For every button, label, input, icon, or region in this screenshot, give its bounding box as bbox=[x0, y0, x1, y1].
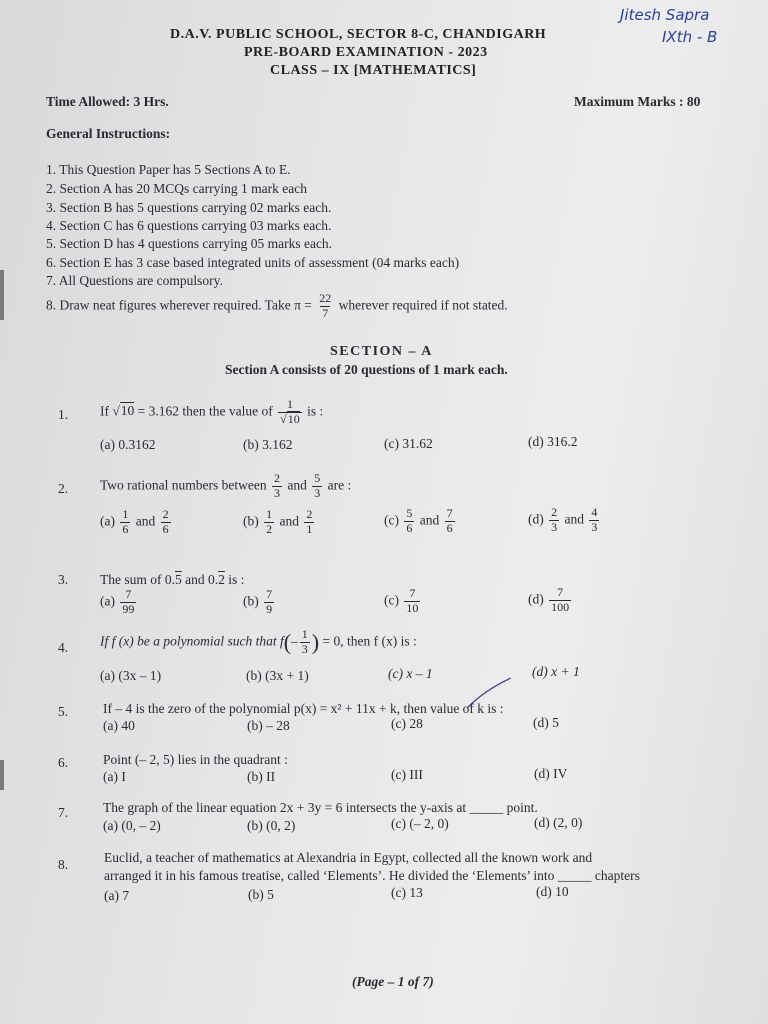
q4-fraction bbox=[300, 628, 310, 657]
question-number: 8. bbox=[58, 857, 69, 872]
instruction-item: 7. All Questions are compulsory. bbox=[46, 273, 223, 288]
fraction-denominator: 6 bbox=[406, 520, 413, 535]
option: (c) 28 bbox=[391, 716, 423, 731]
option: (d) 10 bbox=[536, 884, 569, 899]
question-number: 3. bbox=[58, 572, 69, 587]
question-5-text: If – 4 is the zero of the polynomial p(x) = x² + 11x + k, then value of k is : bbox=[103, 701, 504, 716]
fraction-numerator: 2 bbox=[551, 505, 558, 519]
fraction-numerator: 1 bbox=[122, 507, 129, 521]
fraction-denominator: 6 bbox=[446, 520, 453, 535]
option-fraction bbox=[445, 507, 455, 536]
fraction-denominator: 3 bbox=[314, 485, 321, 500]
question-3-text bbox=[100, 572, 244, 588]
instruction-item-8 bbox=[46, 292, 508, 321]
handwritten-name: Jitesh Sapra bbox=[620, 6, 710, 24]
q4-post: = 0, then f (x) is : bbox=[322, 633, 417, 649]
q1-mid: = 3.162 then the value of bbox=[137, 403, 273, 419]
fraction-denominator: 1 bbox=[306, 521, 313, 536]
school-name: D.A.V. PUBLIC SCHOOL, SECTOR 8-C, CHANDIGARH bbox=[170, 27, 547, 42]
fraction-denominator: 3 bbox=[301, 641, 308, 656]
page-number: (Page – 1 of 7) bbox=[352, 974, 434, 989]
page-edge-mark bbox=[0, 760, 4, 790]
option: (d) (2, 0) bbox=[534, 815, 583, 830]
fraction-denominator: 3 bbox=[274, 485, 281, 500]
fraction-numerator: 4 bbox=[591, 505, 598, 519]
option: (a) (3x – 1) bbox=[100, 668, 162, 683]
question-number: 2. bbox=[58, 481, 69, 496]
fraction-denominator: 9 bbox=[266, 601, 273, 616]
option-and: and bbox=[564, 511, 584, 527]
option: (a) I bbox=[103, 769, 126, 784]
option: (b) 5 bbox=[248, 887, 274, 902]
q3-pre: The sum of 0. bbox=[100, 572, 175, 587]
option-fraction bbox=[264, 508, 274, 537]
fraction-numerator: 5 bbox=[314, 471, 321, 485]
option-label: (d) bbox=[528, 591, 544, 607]
option-fraction bbox=[549, 506, 559, 535]
q4-pre: If f (x) be a polynomial such that f bbox=[100, 633, 284, 649]
instruction-item: 1. This Question Paper has 5 Sections A to E. bbox=[46, 162, 291, 177]
option bbox=[528, 586, 573, 615]
option: (a) 0.3162 bbox=[100, 437, 156, 452]
option bbox=[243, 508, 316, 537]
q3-mid: and 0. bbox=[185, 572, 219, 587]
option: (a) 40 bbox=[103, 718, 135, 733]
pen-tick-mark bbox=[465, 672, 515, 712]
instructions-heading: General Instructions: bbox=[46, 126, 171, 141]
option bbox=[100, 508, 173, 537]
option bbox=[243, 588, 276, 617]
fraction-numerator: 2 bbox=[306, 507, 313, 521]
fraction-denominator: 6 bbox=[122, 521, 129, 536]
instruction-item: 3. Section B has 5 questions carrying 02 marks each. bbox=[46, 200, 332, 215]
maximum-marks: Maximum Marks : 80 bbox=[574, 94, 701, 109]
pi-fraction bbox=[317, 292, 333, 321]
option: (c) 13 bbox=[391, 885, 423, 900]
question-1-text: If √10 = 3.162 then the value of $\frac{1}{√10}$ is : bbox=[100, 397, 324, 426]
instruction-item: 4. Section C has 6 questions carrying 03 marks each. bbox=[46, 218, 332, 233]
option: (a) 7 bbox=[104, 888, 130, 903]
question-6-text: Point (– 2, 5) lies in the quadrant : bbox=[103, 752, 288, 767]
instruction-item: 5. Section D has 4 questions carrying 05 marks each. bbox=[46, 236, 333, 251]
fraction-numerator: 1 bbox=[266, 507, 273, 521]
option-fraction bbox=[161, 508, 171, 537]
question-4-text: If f (x) be a polynomial such that f(– $\frac{1}{3}$ ) = 0, then f (x) is : bbox=[100, 627, 417, 656]
option: (a) (0, – 2) bbox=[103, 818, 161, 833]
fraction-numerator: 7 bbox=[557, 585, 564, 599]
fraction-denominator: 3 bbox=[551, 519, 558, 534]
option-label: (a) bbox=[100, 513, 115, 529]
question-8-line-2: arranged it in his famous treatise, called ‘Elements’. He divided the ‘Elements’ into _____ chapters bbox=[104, 868, 640, 883]
fraction-denominator: 10 bbox=[406, 600, 419, 615]
option-fraction bbox=[120, 508, 130, 537]
instruction-8-text: 8. Draw neat figures wherever required. Take π = bbox=[46, 297, 312, 313]
option-fraction bbox=[404, 587, 420, 616]
option-fraction bbox=[264, 588, 274, 617]
option-and: and bbox=[135, 513, 156, 529]
q1-frac-radicand: 10 bbox=[287, 411, 300, 426]
option: (d) x + 1 bbox=[532, 664, 580, 679]
fraction-denominator: 100 bbox=[551, 599, 570, 614]
option-label: (c) bbox=[384, 512, 399, 528]
fraction-denominator: 99 bbox=[122, 601, 135, 616]
fraction-numerator: 5 bbox=[406, 506, 413, 520]
option: (d) 316.2 bbox=[528, 434, 578, 449]
option: (c) 31.62 bbox=[384, 436, 433, 451]
question-number: 6. bbox=[58, 755, 69, 770]
option: (b) II bbox=[247, 769, 276, 784]
section-title: SECTION – A bbox=[330, 344, 433, 359]
option-label: (b) bbox=[243, 593, 259, 609]
class-title: CLASS – IX [MATHEMATICS] bbox=[270, 63, 477, 78]
question-2-text bbox=[100, 472, 351, 501]
page-edge-mark bbox=[0, 270, 4, 320]
fraction-denominator: 2 bbox=[266, 521, 273, 536]
option-fraction bbox=[120, 588, 136, 617]
fraction-numerator: 2 bbox=[274, 471, 281, 485]
fraction-numerator: 22 bbox=[319, 291, 332, 305]
handwritten-class: IXth - B bbox=[662, 28, 718, 46]
option-and: and bbox=[279, 513, 299, 529]
option: (b) (0, 2) bbox=[247, 818, 296, 833]
question-7-text: The graph of the linear equation 2x + 3y = 6 intersects the y-axis at _____ point. bbox=[103, 800, 538, 815]
time-allowed: Time Allowed: 3 Hrs. bbox=[46, 94, 169, 109]
q3-post: is : bbox=[228, 572, 245, 587]
fraction-numerator: 7 bbox=[125, 587, 132, 601]
section-subtitle: Section A consists of 20 questions of 1 mark each. bbox=[225, 362, 508, 377]
option: (c) x – 1 bbox=[388, 666, 433, 681]
option: (d) 5 bbox=[533, 715, 559, 730]
option bbox=[100, 588, 138, 617]
option-fraction bbox=[404, 507, 414, 536]
option-fraction bbox=[549, 586, 571, 615]
fraction-numerator: 7 bbox=[409, 586, 416, 600]
instruction-8-tail: wherever required if not stated. bbox=[338, 297, 508, 313]
option: (b) (3x + 1) bbox=[246, 668, 309, 683]
paren: ) bbox=[311, 629, 320, 655]
option-fraction bbox=[589, 506, 599, 535]
option: (c) (– 2, 0) bbox=[391, 816, 449, 831]
instruction-item: 6. Section E has 3 case based integrated units of assessment (04 marks each) bbox=[46, 255, 460, 270]
q3-recurring-digit: 5 bbox=[175, 572, 182, 587]
fraction-denominator: 7 bbox=[322, 305, 329, 320]
question-number: 4. bbox=[58, 640, 69, 655]
q1-pre: If bbox=[100, 403, 109, 419]
option-label: (b) bbox=[243, 513, 259, 529]
option bbox=[384, 587, 422, 616]
option-label: (a) bbox=[100, 593, 115, 609]
option bbox=[528, 506, 601, 535]
option bbox=[384, 507, 457, 536]
q2-fraction-b bbox=[312, 472, 322, 501]
fraction-denominator: 3 bbox=[591, 519, 598, 534]
question-8-line-1: Euclid, a teacher of mathematics at Alexandria in Egypt, collected all the known work and bbox=[104, 850, 593, 865]
q1-fraction bbox=[278, 398, 302, 427]
fraction-numerator: 1 bbox=[286, 397, 293, 411]
q2-fraction-a bbox=[272, 472, 282, 501]
q3-recurring-digit: 2 bbox=[218, 572, 225, 587]
option-and: and bbox=[419, 512, 440, 528]
fraction-numerator: 7 bbox=[446, 506, 453, 520]
fraction-numerator: 7 bbox=[266, 587, 273, 601]
exam-title: PRE-BOARD EXAMINATION - 2023 bbox=[244, 45, 488, 60]
q2-pre: Two rational numbers between bbox=[100, 477, 267, 493]
option-label: (c) bbox=[384, 592, 399, 608]
option: (b) – 28 bbox=[247, 718, 290, 733]
option-label: (d) bbox=[528, 511, 544, 527]
option-fraction bbox=[304, 508, 314, 537]
q1-post: is : bbox=[307, 403, 324, 419]
option: (b) 3.162 bbox=[243, 437, 293, 452]
question-number: 7. bbox=[58, 805, 69, 820]
q1-radicand: 10 bbox=[120, 403, 135, 419]
question-number: 5. bbox=[58, 704, 69, 719]
fraction-denominator: 6 bbox=[162, 521, 169, 536]
paren: ( bbox=[283, 629, 292, 655]
question-number: 1. bbox=[58, 407, 69, 422]
fraction-denominator: √10 bbox=[280, 411, 300, 426]
instruction-item: 2. Section A has 20 MCQs carrying 1 mark each bbox=[46, 181, 307, 196]
fraction-numerator: 1 bbox=[301, 627, 308, 641]
fraction-numerator: 2 bbox=[162, 507, 169, 521]
option: (c) III bbox=[391, 767, 423, 782]
q2-and: and bbox=[287, 477, 307, 493]
option: (d) IV bbox=[534, 766, 568, 781]
q2-post: are : bbox=[327, 477, 352, 493]
